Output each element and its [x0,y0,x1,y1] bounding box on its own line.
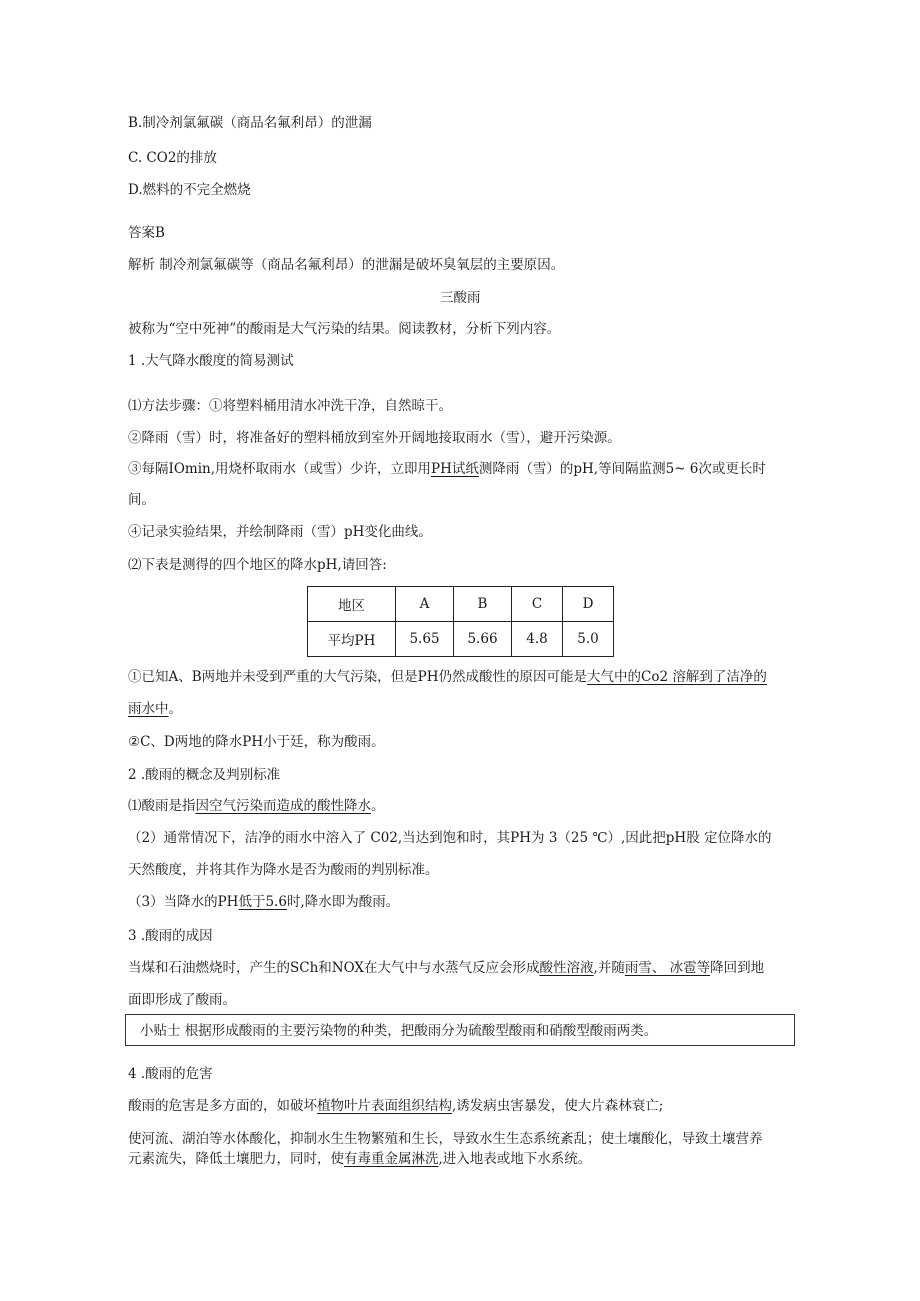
table-cell: 地区 [308,587,396,622]
part3-line2: 面即形成了酸雨。 [128,992,236,1008]
part4-line1: 酸雨的危害是多方面的，如破坏植物叶片表面组织结构,诱发病虫害暴发，使大片森林衰亡; [128,1098,664,1114]
answer-underline: PH试纸 [431,461,479,477]
table-cell: 5.65 [396,622,454,657]
table-cell: C [512,587,563,622]
ph-table [307,586,614,657]
section-intro: 被称为“空中死神”的酸雨是大气污染的结果。阅读教材，分析下列内容。 [128,321,561,337]
answer-underline: 因空气污染而造成的酸性降水 [195,798,371,814]
part2-heading: 2 .酸雨的概念及判别标准 [128,767,281,783]
answer-label: 答案B [128,225,165,241]
table-cell: 5.0 [563,622,614,657]
part2-line3: （3）当降水的PH低于5.6时,降水即为酸雨。 [128,894,400,910]
option-c: C. CO2的排放 [128,150,217,166]
table-cell: D [563,587,614,622]
part4-heading: 4 .酸雨的危害 [128,1066,213,1082]
part4-line2: 使河流、湖泊等水体酸化，抑制水生生物繁殖和生长，导致水生生态系统紊乱；使土壤酸化，导致土壤营养 [128,1131,763,1147]
part2-line2: （2）通常情况下，洁净的雨水中溶入了 C02,当达到饱和时，其PH为 3（25 ℃）,因此把pH股 定位降水的 [128,830,772,846]
question-1: ①已知A、B两地并未受到严重的大气污染，但是PH仍然成酸性的原因可能是大气中的Co2 溶解到了洁净的 [128,669,767,685]
table-cell: 5.66 [454,622,512,657]
answer-analysis: 解析 制冷剂氯氟碳等（商品名氟利昂）的泄漏是破坏臭氧层的主要原因。 [128,257,565,273]
table-row [308,622,614,657]
part1-step3: ③每隔IOmin,用烧杯取雨水（或雪）少许，立即用PH试纸测降雨（雪）的pH,等间隔监测5~ 6次或更长时 [128,461,766,477]
answer-underline: 有毒重金属淋洗 [344,1151,439,1167]
part1-step1: ⑴方法步骤：①将塑料桶用清水冲洗干净，自然晾干。 [128,398,452,414]
part3-line1: 当煤和石油燃烧时，产生的SCh和NOX在大气中与水蒸气反应会形成酸性溶液,并随雨雪、 冰雹等降回到地 [128,960,765,976]
table-intro: ⑵下表是测得的四个地区的降水pH,请回答: [128,557,387,573]
answer-underline: 植物叶片表面组织结构 [317,1098,452,1114]
answer-underline: 雨雪、 冰雹等 [624,960,711,976]
table-cell: B [454,587,512,622]
option-b: B.制冷剂氯氟碳（商品名氟利昂）的泄漏 [128,115,372,131]
table-cell: 4.8 [512,622,563,657]
part2-line2-cont: 天然酸度，并将其作为降水是否为酸雨的判别标准。 [128,862,439,878]
answer-underline: 低于5.6 [238,894,287,910]
tip-box [125,1014,795,1046]
part1-step4: ④记录实验结果，并绘制降雨（雪）pH变化曲线。 [128,524,432,540]
tip-text: 小贴士 根据形成酸雨的主要污染物的种类，把酸雨分为硫酸型酸雨和硝酸型酸雨两类。 [140,1023,658,1039]
question-2: ②C、D两地的降水PH小于廷，称为酸雨。 [128,734,385,750]
answer-underline: 酸性溶液 [539,960,594,976]
option-d: D.燃料的不完全燃烧 [128,182,251,198]
part4-line3: 元素流失，降低土壤肥力，同时，使有毒重金属淋洗,进入地表或地下水系统。 [128,1151,592,1167]
answer-underline: 雨水中 [128,701,169,717]
part1-step3-cont: 间。 [128,492,155,508]
table-header-row [308,587,614,622]
part2-line1: ⑴酸雨是指因空气污染而造成的酸性降水。 [128,798,385,814]
question-1-cont: 雨水中。 [128,701,182,717]
table-cell: 平均PH [308,622,396,657]
section-title: 三酸雨 [440,290,481,306]
part1-step2: ②降雨（雪）时，将准备好的塑料桶放到室外开阔地接取雨水（雪），避开污染源。 [128,430,621,446]
part1-heading: 1 .大气降水酸度的简易测试 [128,353,294,369]
table-cell: A [396,587,454,622]
part3-heading: 3 .酸雨的成因 [128,928,213,944]
answer-underline: 大气中的Co2 溶解到了洁净的 [587,669,767,685]
